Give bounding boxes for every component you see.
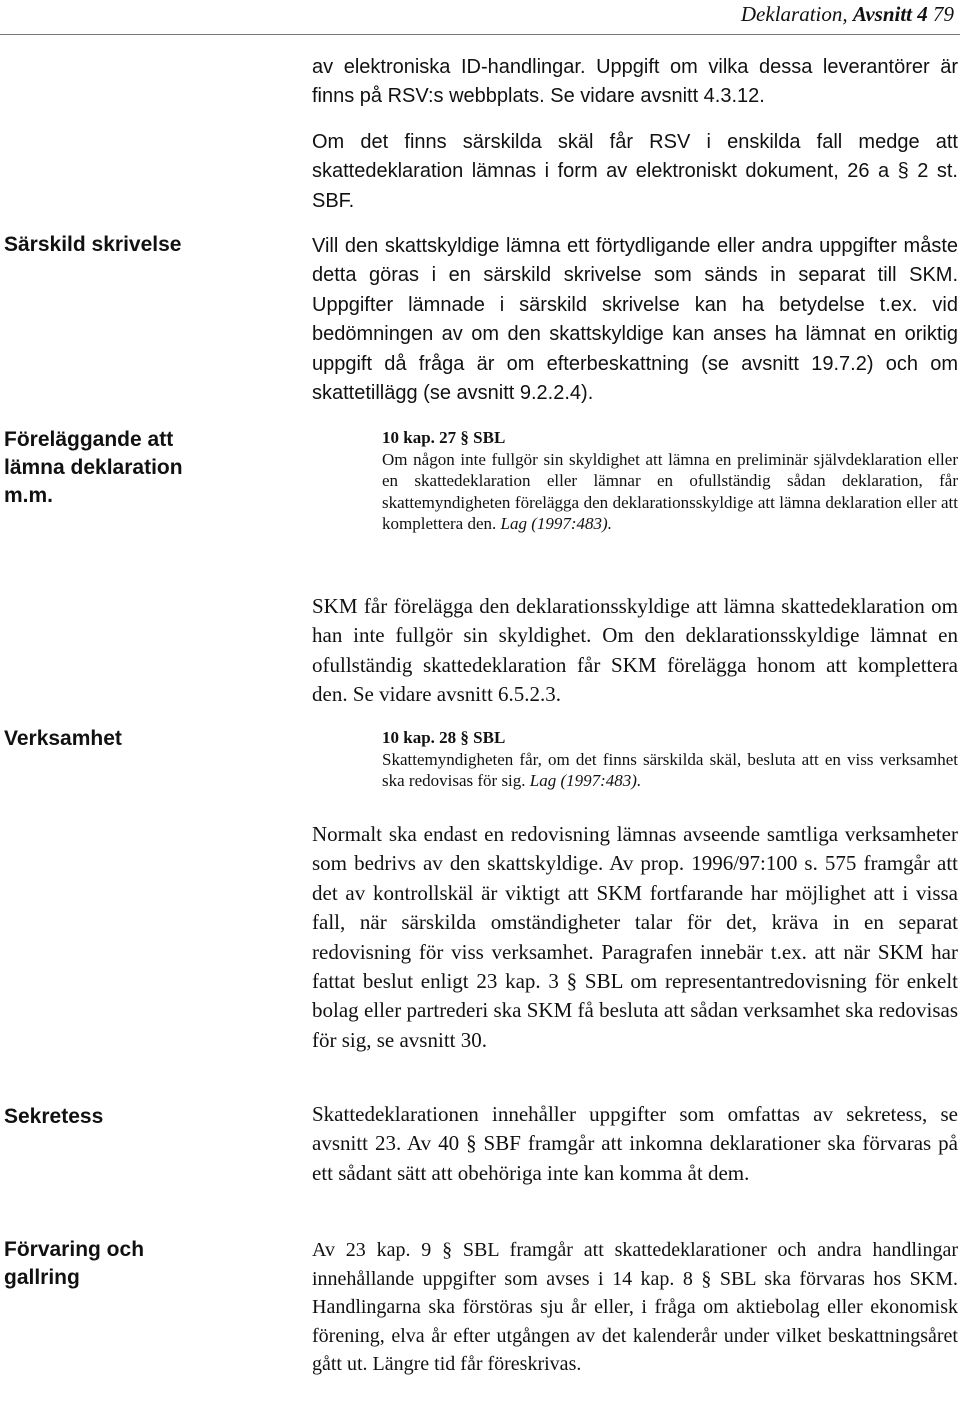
sidebar-heading-sarskild-skrivelse: Särskild skrivelse [4,233,182,256]
paragraph-forvaring: Av 23 kap. 9 § SBL framgår att skattedeklarationer och andra handlingar innehållande uppgifter som avses i 14 kap. 8 § SBL ska förvaras hos SKM. Handlingarna ska förstöras sju år eller, i fråga om aktiebolag eller ekonomisk förening, elva år efter utgången av det kalenderår under vilket beskattningsåret gått ut. Längre tid får föreskrivas. [312,1239,958,1375]
law-quote-10-28 [382,727,958,792]
paragraph-sarskilda-skal: Om det finns särskilda skäl får RSV i enskilda fall medge att skattedeklaration lämnas i form av elektroniskt dokument, 26 a § 2 st. SBF. [312,131,958,212]
law-citation: Lag (1997:483). [500,514,612,534]
sidebar-heading-forvaring: Förvaring och gallring [4,1238,145,1289]
sidebar-heading-verksamhet: Verksamhet [4,727,122,750]
paragraph-sekretess: Skattedeklarationen innehåller uppgifter som omfattas av sekretess, se avsnitt 23. Av 40 § SBF framgår att inkomna deklarationer ska förvaras på ett sådant sätt att obehöriga inte kan komma åt dem. [312,1102,958,1185]
paragraph-verksamhet: Normalt ska endast en redovisning lämnas avseende samtliga verksamheter som bedrivs av den skattskyldige. Av prop. 1996/97:100 s. 575 framgår att det av kontrollskäl är viktigt att SKM fortfarande har möjlighet att i vissa fall, när särskilda omständigheter talar för det, kräva in en separat redovisning för viss verksamhet. Paragrafen innebär t.ex. att när SKM har fattat beslut enligt 23 kap. 3 § SBL om representantredovisning för enkelt bolag eller partrederi ska SKM få besluta att sådan verksamhet ska redovisas för sig, se avsnitt 30. [312,822,958,1052]
law-reference: 10 kap. 27 § SBL [382,428,506,447]
header-section: Avsnitt 4 [852,2,928,26]
sidebar-heading-sekretess: Sekretess [4,1105,104,1128]
page-number: 79 [933,2,954,26]
law-text: Skattemyndigheten får, om det finns särskilda skäl, besluta att en viss verksamhet ska redovisas för sig. [382,749,958,791]
sidebar-heading-forelaggande: Föreläggande att lämna deklaration m.m. [4,428,183,507]
law-citation: Lag (1997:483). [529,771,642,791]
paragraph-elektroniska-id: av elektroniska ID-handlingar. Uppgift om vilka dessa leverantörer är finns på RSV:s webbplats. Se vidare avsnitt 4.3.12. [312,56,958,108]
law-quote-10-27 [382,427,958,535]
law-reference: 10 kap. 28 § SBL [382,728,506,747]
paragraph-forelaggande: SKM får förelägga den deklarationsskyldige att lämna skattedeklaration om han inte fullgör sin skyldighet. Om den deklarationsskyldige lämnat en ofullständig skattedeklaration får SKM förelägga honom att komplettera den. Se vidare avsnitt 6.5.2.3. [312,594,958,707]
law-text: Om någon inte fullgör sin skyldighet att lämna en preliminär självdeklaration eller en skattedeklaration eller lämnar en ofullständig sådan deklaration, får skattemyndigheten förelägga den deklarationsskyldige att lämna deklaration eller att komplettera den. [382,449,958,534]
page-header [741,0,954,30]
header-rule [0,34,960,35]
header-section-prefix: Deklaration, [740,2,848,26]
paragraph-sarskild-skrivelse: Vill den skattskyldige lämna ett förtydligande eller andra uppgifter måste detta göras i en särskild skrivelse som sänds in separat till SKM. Uppgifter lämnade i särskild skrivelse kan ha betydelse t.ex. vid bedömningen av om den skattskyldige kan anses ha lämnat en oriktig uppgift då fråga är om efterbeskattning (se avsnitt 19.7.2) och om skattetillägg (se avsnitt 9.2.2.4). [312,235,958,405]
